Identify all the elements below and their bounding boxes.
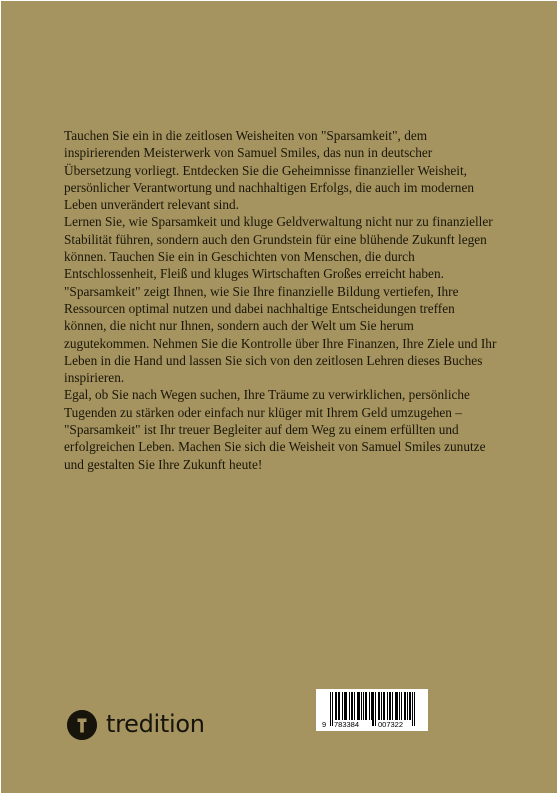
back-cover [1,1,557,793]
barcode-bar [409,692,410,720]
barcode-bar [352,692,353,720]
barcode-bar [345,692,346,720]
barcode-bar [410,692,411,720]
barcode-bar [344,692,345,720]
barcode-bar [389,692,390,720]
barcode-bar [407,692,408,720]
barcode-bar [397,692,398,720]
barcode-lead-digit: 9 [322,720,327,729]
publisher-logo [67,709,205,740]
barcode-bar [363,692,364,720]
barcode-bar [404,692,405,720]
barcode-bar [330,692,331,726]
barcode-bar [358,692,359,720]
barcode-bar [359,692,360,720]
barcode-bar [369,692,370,720]
barcode-bar [387,692,388,720]
barcode-bar [392,692,393,720]
barcode-left-group: 783384 [334,720,360,729]
barcode-bar [390,692,391,720]
barcode-bar [375,692,376,726]
publisher-name: tredition [106,710,205,738]
barcode-bar [339,692,340,720]
barcode-bar [384,692,385,720]
blurb-paragraph-3: "Sparsamkeit" zeigt Ihnen, wie Sie Ihre finanzielle Bildung vertiefen, Ihre Ressourcen optimal nutzen und dabei nachhaltige Entscheidungen treffen können, die nicht nur Ihnen, sondern auch der Welt um Sie herum zugutekommen. Nehmen Sie die Kontrolle über Ihre Finanzen, Ihre Ziele und Ihr Leben in die Hand und lassen Sie sich von den zeitlosen Lehren dieses Buches inspirieren. [64,283,497,386]
barcode-bar [379,692,380,720]
blurb-text [64,127,500,473]
barcode-bar [342,692,343,720]
barcode-bar [383,692,384,720]
barcode-bar [405,692,406,720]
blurb-paragraph-1: Tauchen Sie ein in die zeitlosen Weisheiten von "Sparsamkeit", dem inspirierenden Meisterwerk von Samuel Smiles, das nun in deutscher Übersetzung vorliegt. Entdecken Sie die Geheimnisse finanzieller Weisheit, persönlicher Verantwortung und nachhaltigen Erfolgs, die auch im modernen Leben unverändert relevant sind. [64,128,474,213]
barcode-bar [365,692,366,720]
barcode-bar [336,692,337,720]
barcode-bar [372,692,373,726]
barcode-bar [373,692,374,726]
barcode-bar [338,692,339,720]
barcode-bar [399,692,400,720]
tredition-logo-icon [67,710,97,740]
barcode-bar [396,692,397,720]
barcode-bar [349,692,350,720]
barcode-bar [378,692,379,720]
barcode-bar [361,692,362,720]
barcode-bars [316,689,428,731]
barcode-bar [395,692,396,720]
barcode-bar [401,692,402,720]
barcode-bar [414,692,415,726]
barcode-right-group: 007322 [378,720,404,729]
barcode-bar [381,692,382,720]
barcode-bar [354,692,355,720]
barcode-bar [371,692,372,720]
barcode-bar [412,692,413,726]
isbn-barcode [316,689,428,731]
barcode-bar [346,692,347,720]
barcode-bar [366,692,367,720]
blurb-paragraph-2: Lernen Sie, wie Sparsamkeit und kluge Geldverwaltung nicht nur zu finanzieller Stabilität führen, sondern auch den Grundstein für eine blühende Zukunft legen können. Tauchen Sie ein in Geschichten von Menschen, die durch Entschlossenheit, Fleiß und kluges Wirtschaften Großes erreicht haben. [64,214,493,282]
blurb-paragraph-4: Egal, ob Sie nach Wegen suchen, Ihre Träume zu verwirklichen, persönliche Tugenden zu stärken oder einfach nur klüger mit Ihrem Geld umzugehen – "Sparsamkeit" ist Ihr treuer Begleiter auf dem Weg zu einem erfüllten und erfolgreichen Leben. Machen Sie sich die Weisheit von Samuel Smiles zunutze und gestalten Sie Ihre Zukunft heute! [64,387,486,472]
barcode-bar [351,692,352,720]
barcode-bar [332,692,333,726]
barcode-bar [357,692,358,720]
barcode-bar [335,692,336,720]
